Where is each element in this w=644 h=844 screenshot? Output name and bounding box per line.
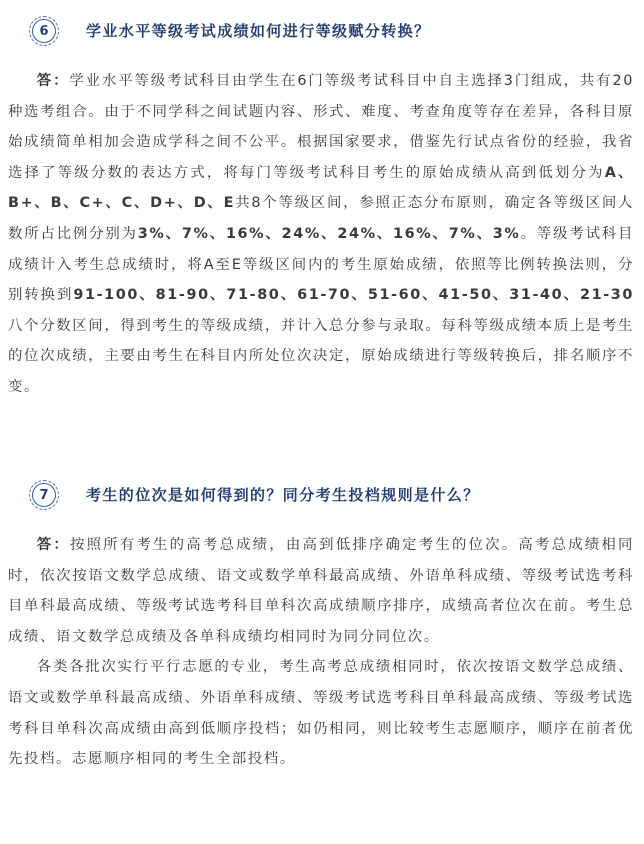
answer-text: 共8个等级区间，参照正态分布原则，确定各等级区间人数所占比例分别为 [8, 195, 634, 242]
answer-text: 八个分数区间，得到考生的等级成绩，并计入总分参与录取。每科等级成绩本质上是考生的位次成绩，主要由考生在科目内所处位次决定，原始成绩进行等级转换后，排名顺序不变。 [8, 317, 634, 395]
question-7-section [0, 480, 644, 775]
answer-label: 答： [36, 537, 71, 553]
answer-paragraph-2: 各类各批次实行平行志愿的专业，考生高考总成绩相同时，依次按语文数学总成绩、语文或数学单科最高成绩、外语单科成绩、等级考试选考科目单科最高成绩、等级考试选考科目单科次高成绩由高到低顺序投档；如仍相同，则比较考生志愿顺序，顺序在前者优先投档。志愿顺序相同的考生全部投档。 [8, 659, 634, 768]
question-number-badge [29, 16, 59, 46]
question-title: 学业水平等级考试成绩如何进行等级赋分转换？ [86, 22, 431, 40]
grade-levels: A、B+、B、C+、C、D+、D、E [8, 164, 634, 212]
score-ranges: 91-100、81-90、71-80、61-70、51-60、41-50、31-40、21-30 [73, 287, 634, 304]
answer-paragraph [0, 66, 644, 403]
question-6-section [0, 16, 644, 403]
question-title: 考生的位次是如何得到的？同分考生投档规则是什么？ [86, 486, 480, 504]
question-number: 7 [32, 483, 56, 507]
answer-text: 。等级考试科目成绩计入考生总成绩时，将A至E等级区间内的考生原始成绩，依照等比例转换法则，分别转换到 [8, 225, 634, 304]
answer-text: 按照所有考生的高考总成绩，由高到低排序确定考生的位次。高考总成绩相同时，依次按语文数学总成绩、语文或数学单科最高成绩、外语单科成绩、等级考试选考科目单科最高成绩、等级考试选考科目单科次高成绩顺序排序，成绩高者位次在前。考生总成绩、语文数学总成绩及各单科成绩均相同时为同分同位次。 [8, 537, 635, 645]
question-number-badge [29, 480, 59, 510]
answer-text: 学业水平等级考试科目由学生在6门等级考试科目中自主选择3门组成，共有20种选考组合。由于不同学科之间试题内容、形式、难度、考查角度等存在差异，各科目原始成绩简单相加会造成学科之间不公平。根据国家要求，借鉴先行试点省份的经验，我省选择了等级分数的表达方式，将每门等级考试科目考生的原始成绩从高到低划分为 [8, 73, 635, 181]
question-number: 6 [32, 19, 56, 43]
question-6-header [0, 16, 644, 52]
grade-ratios: 3%、7%、16%、24%、24%、16%、7%、3% [137, 225, 521, 242]
question-7-header [0, 480, 644, 516]
answer-label: 答： [36, 73, 70, 89]
answer-paragraph [0, 530, 644, 652]
